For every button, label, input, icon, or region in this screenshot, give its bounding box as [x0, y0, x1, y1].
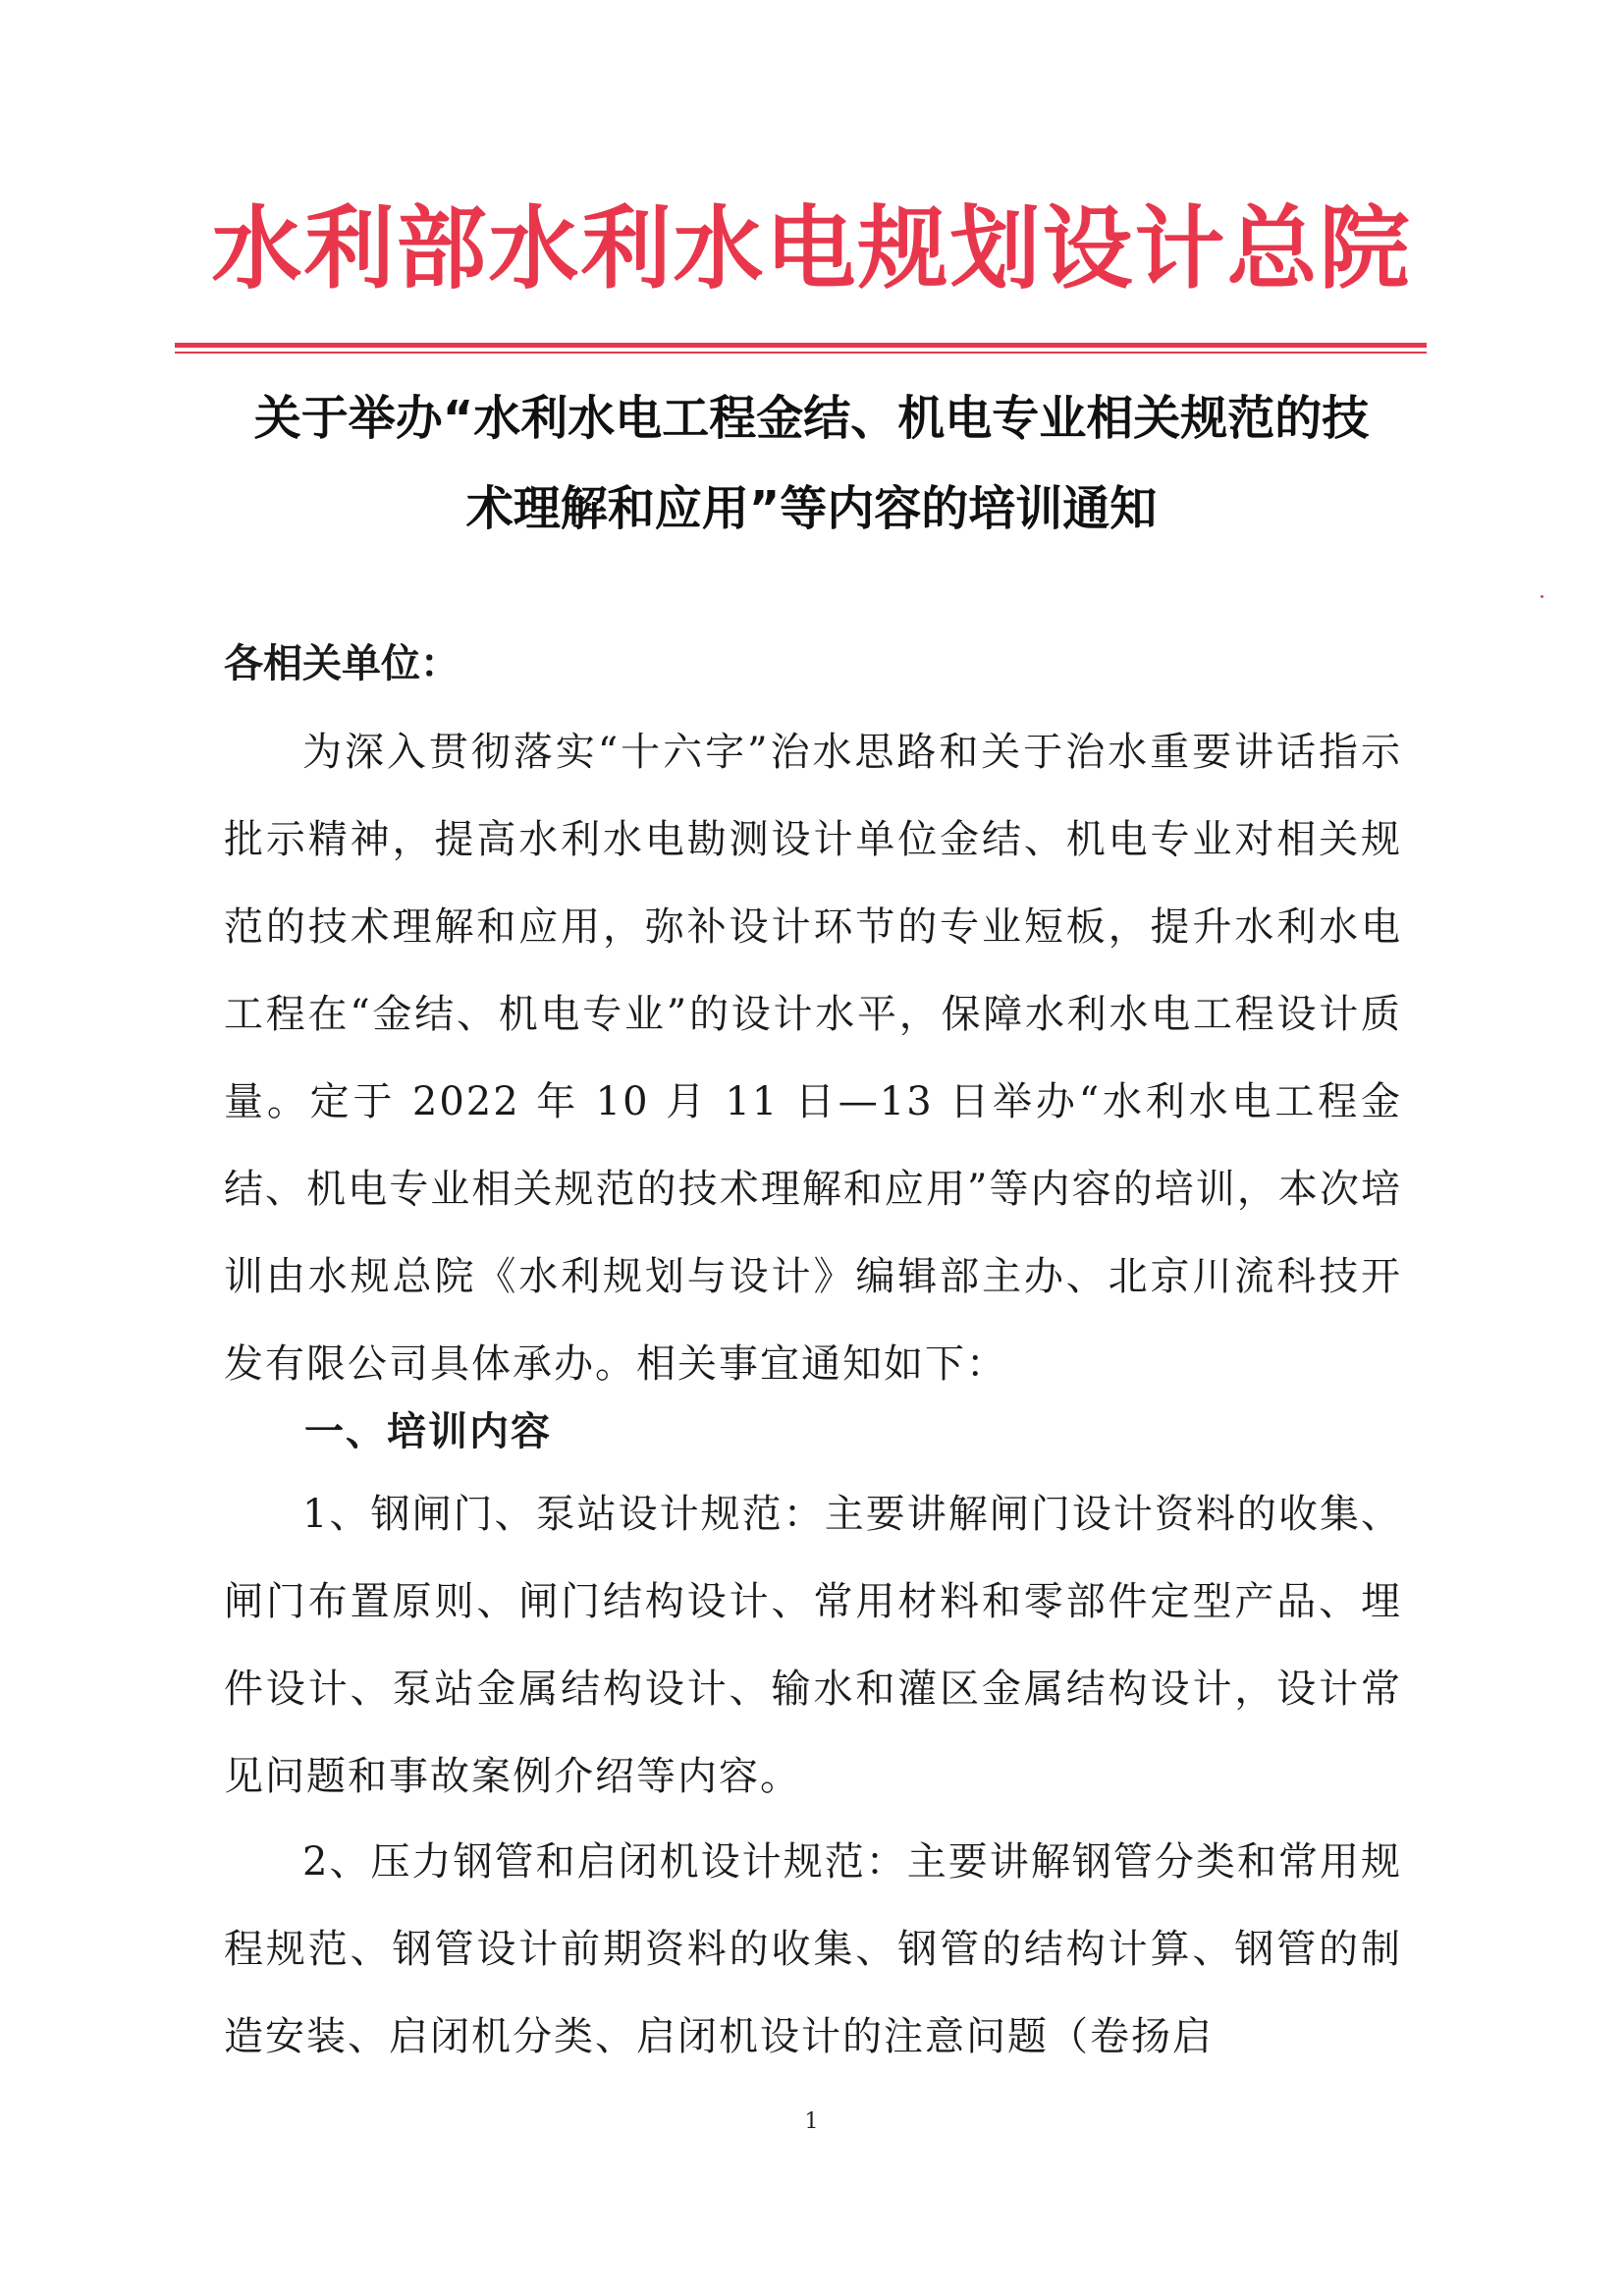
document-title	[216, 373, 1407, 554]
scan-speck	[1541, 595, 1543, 598]
intro-paragraph: 为深入贯彻落实“十六字”治水思路和关于治水重要讲话指示批示精神，提高水利水电勘测设计单位金结、机电专业对相关规范的技术理解和应用，弥补设计环节的专业短板，提升水利水电工程在“金结、机电专业”的设计水平，保障水利水电工程设计质量。定于 2022 年 10 月 11 日—13 日举办“水利水电工程金结、机电专业相关规范的技术理解和应用”等内容的培训，本次培训由水规总院《水利规划与设计》编辑部主办、北京川流科技开发有限公司具体承办。相关事宜通知如下：	[224, 730, 1402, 1387]
item-2-paragraph: 2、压力钢管和启闭机设计规范：主要讲解钢管分类和常用规程规范、钢管设计前期资料的收集、钢管的结构计算、钢管的制造安装、启闭机分类、启闭机设计的注意问题（卷扬启	[224, 1839, 1402, 2059]
item-1-block	[224, 1471, 1402, 1821]
item-2-block	[224, 1819, 1402, 2081]
page-number: 1	[804, 2109, 819, 2134]
section-heading-training-content: 一、培训内容	[304, 1409, 552, 1454]
intro-block	[224, 709, 1402, 1408]
item-1-paragraph: 1、钢闸门、泵站设计规范：主要讲解闸门设计资料的收集、闸门布置原则、闸门结构设计、常用材料和零部件定型产品、埋件设计、泵站金属结构设计、输水和灌区金属结构设计，设计常见问题和事故案例介绍等内容。	[224, 1492, 1402, 1799]
letterhead-rule-thick	[175, 343, 1427, 348]
document-title-line-1: 关于举办“水利水电工程金结、机电专业相关规范的技	[253, 391, 1370, 446]
letterhead-org-name: 水利部水利水电规划设计总院	[211, 195, 1412, 301]
letterhead-rule-thin	[175, 352, 1427, 354]
salutation: 各相关单位：	[224, 641, 460, 686]
document-title-line-2: 术理解和应用”等内容的培训通知	[465, 481, 1158, 536]
